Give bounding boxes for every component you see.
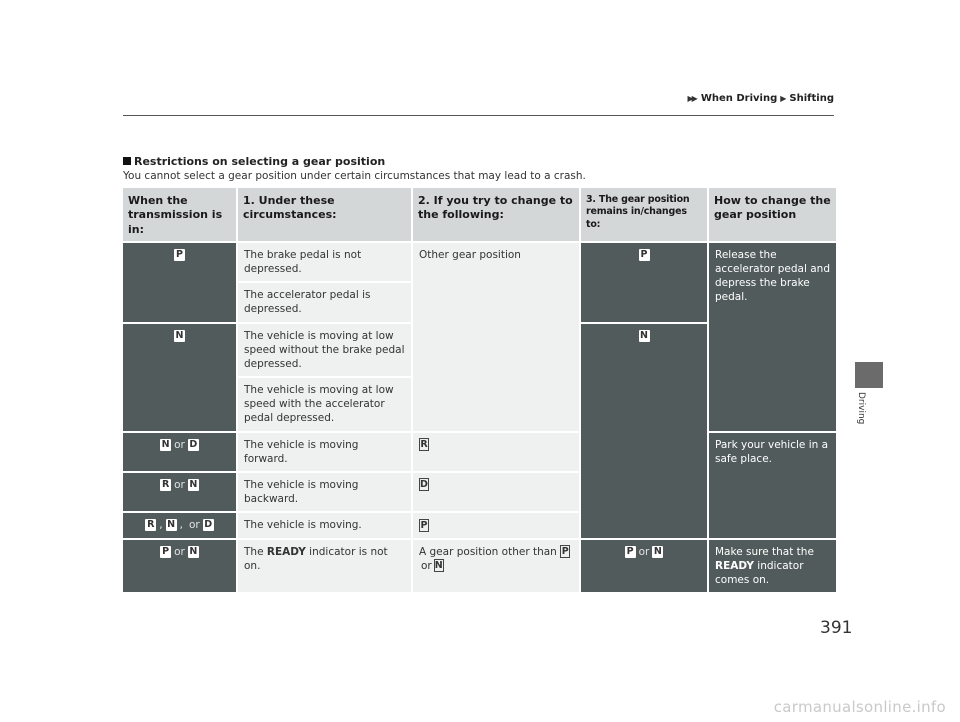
gear-n-icon: N — [189, 545, 198, 557]
breadcrumb-arrow-icon: ▶ — [780, 94, 785, 103]
make-sure-ready-word: READY — [715, 559, 754, 572]
or-text: or — [174, 545, 185, 558]
section-title-text: Restrictions on selecting a gear position — [134, 155, 386, 168]
section-title — [123, 155, 385, 168]
gear-restrictions-table — [121, 186, 838, 594]
gear-r-icon: R — [161, 479, 170, 491]
section-intro: You cannot select a gear position under certain circumstances that may lead to a crash. — [123, 170, 586, 182]
footer-watermark: carmanualsonline.info — [773, 698, 946, 716]
breadcrumb-item-shifting[interactable]: Shifting — [789, 93, 834, 104]
result-cell-p — [581, 243, 707, 322]
circumstance-cell: The vehicle is moving at low speed without the brake pedal depressed. — [238, 324, 411, 377]
or-text: or — [174, 438, 185, 451]
gear-d-icon: D — [420, 479, 428, 491]
header-transmission-in: When the transmission is in: — [123, 188, 236, 241]
gear-p-icon: P — [420, 519, 428, 531]
howto-cell-ready — [709, 540, 836, 593]
gear-p-icon: P — [561, 546, 569, 558]
header-circumstances: 1. Under these circumstances: — [238, 188, 411, 241]
transmission-cell-n-or-d — [123, 433, 236, 471]
header-gear-remains: 3. The gear position remains in/changes to: — [581, 188, 707, 241]
circumstance-cell: The vehicle is moving at low speed with the accelerator pedal depressed. — [238, 378, 411, 431]
header-how-to-change: How to change the gear position — [709, 188, 836, 241]
target-cell-r — [413, 433, 579, 471]
other-than-line-2 — [419, 559, 573, 573]
target-cell-p — [413, 513, 579, 537]
make-sure-suffix-text: indicator comes on. — [715, 559, 804, 586]
table-header-row — [123, 188, 836, 241]
table-row — [123, 540, 836, 593]
square-bullet-icon — [123, 157, 131, 165]
other-than-text: A gear position other than — [419, 545, 557, 558]
side-tab-marker — [855, 362, 883, 388]
transmission-cell-p — [123, 243, 236, 322]
howto-cell-release-accelerator: Release the accelerator pedal and depress the brake pedal. — [709, 243, 836, 431]
target-cell-other-gear: Other gear position — [413, 243, 579, 431]
transmission-cell-r-or-n — [123, 473, 236, 511]
breadcrumb-item-when-driving[interactable]: When Driving — [700, 93, 778, 104]
gear-n-icon: N — [434, 560, 443, 572]
transmission-cell-r-n-or-d — [123, 513, 236, 537]
transmission-cell-p-or-n — [123, 540, 236, 593]
or-text: or — [188, 519, 200, 532]
gear-p-icon: P — [160, 546, 171, 558]
gear-n-icon: N — [167, 519, 176, 531]
result-cell-n — [581, 324, 707, 538]
breadcrumb-arrow-icon: ▶▶ — [687, 94, 696, 103]
circumstance-cell: The vehicle is moving forward. — [238, 433, 411, 471]
result-cell-p-or-n — [581, 540, 707, 593]
gear-d-icon: D — [189, 438, 198, 450]
gear-p-icon: P — [625, 546, 636, 558]
circumstance-cell: The accelerator pedal is depressed. — [238, 283, 411, 321]
make-sure-prefix-text: Make sure that the — [715, 545, 814, 558]
howto-cell-park-safe: Park your vehicle in a safe place. — [709, 433, 836, 538]
gear-p-icon: P — [639, 249, 650, 261]
gear-r-icon: R — [420, 439, 428, 451]
ready-prefix-text: The — [244, 545, 264, 558]
header-try-change: 2. If you try to change to the following: — [413, 188, 579, 241]
page-number: 391 — [820, 618, 853, 638]
header-divider — [123, 115, 834, 116]
target-cell-d — [413, 473, 579, 511]
transmission-cell-n — [123, 324, 236, 431]
or-text: or — [421, 559, 432, 572]
or-text: or — [638, 545, 650, 558]
comma-text: , — [159, 519, 163, 532]
or-text: or — [174, 478, 185, 491]
gear-r-icon: R — [147, 519, 155, 531]
gear-n-icon: N — [653, 545, 662, 557]
side-tab-label: Driving — [856, 392, 866, 425]
circumstance-cell: The brake pedal is not depressed. — [238, 243, 411, 281]
gear-p-icon: P — [174, 249, 185, 261]
gear-d-icon: D — [204, 519, 213, 531]
gear-n-icon: N — [640, 329, 648, 341]
ready-suffix-text: indicator is not on. — [244, 545, 388, 572]
target-cell-other-than — [413, 540, 579, 593]
breadcrumb — [688, 93, 834, 104]
gear-n-icon: N — [161, 438, 170, 450]
circumstance-cell: The vehicle is moving backward. — [238, 473, 411, 511]
gear-n-icon: N — [175, 329, 184, 341]
gear-n-icon: N — [189, 479, 198, 491]
circumstance-cell-ready — [238, 540, 411, 593]
comma-text: , — [179, 519, 183, 532]
circumstance-cell: The vehicle is moving. — [238, 513, 411, 537]
ready-word: READY — [266, 545, 306, 558]
table-row — [123, 243, 836, 281]
table-row — [123, 433, 836, 471]
